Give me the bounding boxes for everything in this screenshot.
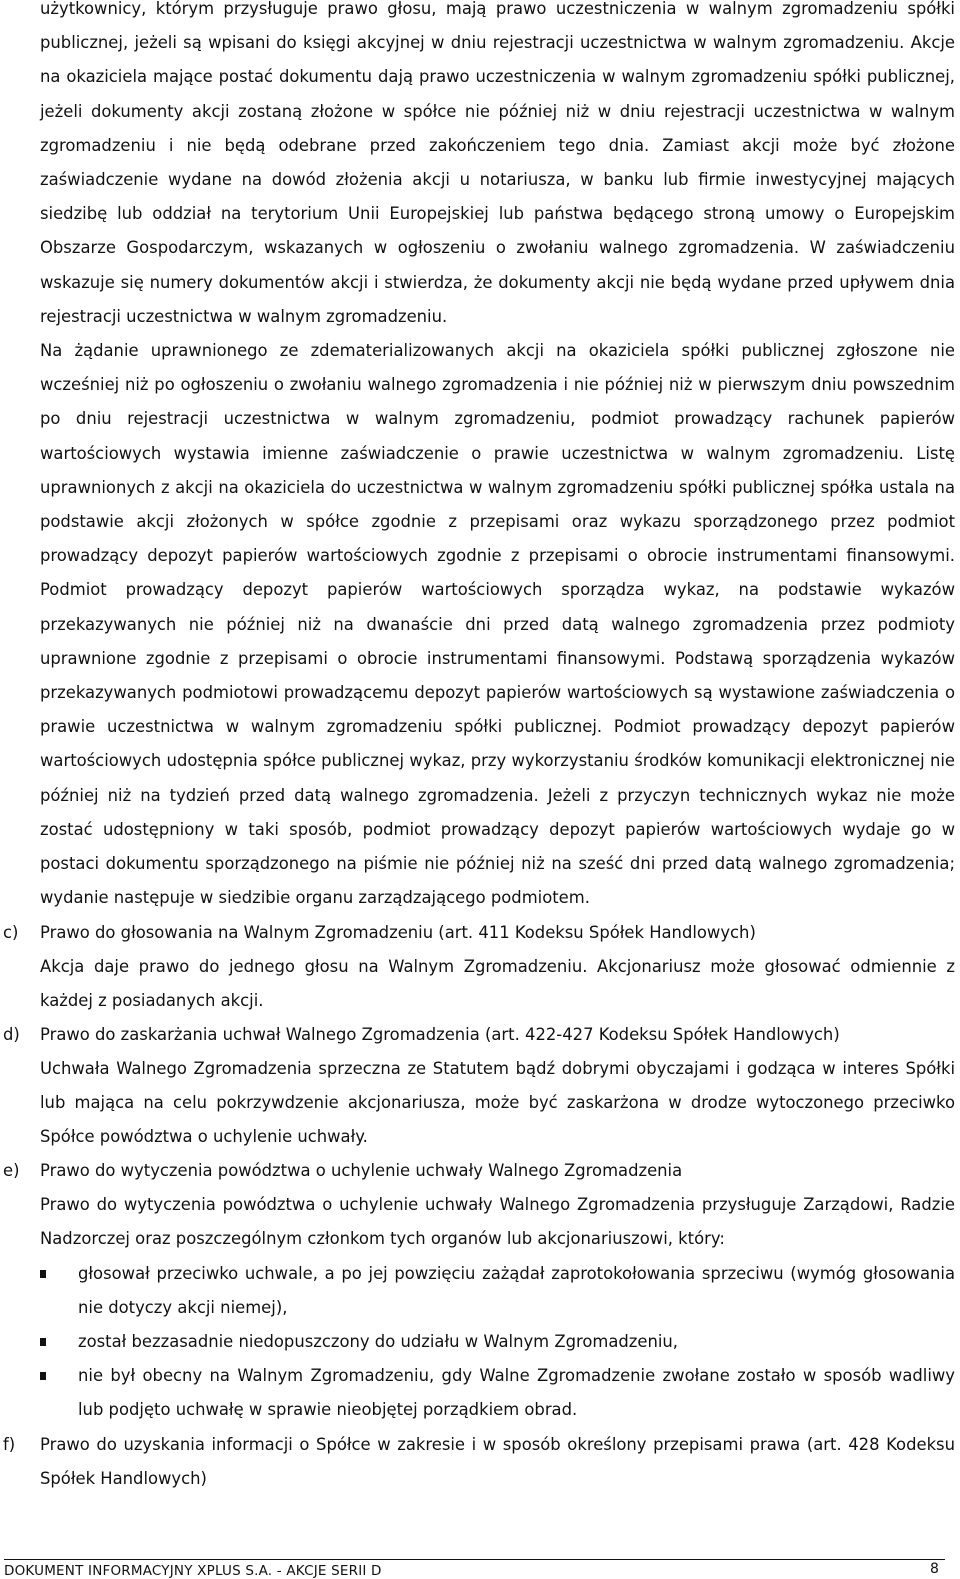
- square-bullet-icon: [40, 1270, 46, 1278]
- item-c-label: c): [3, 923, 19, 942]
- item-e-label: e): [3, 1161, 20, 1180]
- item-c-heading: Prawo do głosowania na Walnym Zgromadzeniu (art. 411 Kodeksu Spółek Handlowych): [40, 923, 756, 942]
- square-bullet-icon: [40, 1372, 46, 1380]
- item-d-text: Uchwała Walnego Zgromadzenia sprzeczna ze Statutem bądź dobrymi obyczajami i godząca w interes Spółki lub mająca na celu pokrzywdzenie akcjonariusza, może być zaskarżona w drodze wytoczonego przeciwko Spółce powództwa o uchylenie uchwały.: [40, 1059, 955, 1147]
- item-c-text: Akcja daje prawo do jednego głosu na Walnym Zgromadzeniu. Akcjonariusz może głosować odmiennie z każdej z posiadanych akcji.: [40, 957, 955, 1011]
- list-item-text: został bezzasadnie niedopuszczony do udziału w Walnym Zgromadzeniu,: [78, 1332, 679, 1351]
- footer-document-title: DOKUMENT INFORMACYJNY XPLUS S.A. - AKCJE SERII D: [4, 1563, 382, 1579]
- paragraph-voting-registration: użytkownicy, którym przysługuje prawo głosu, mają prawo uczestniczenia w walnym zgromadzeniu spółki publicznej, jeżeli są wpisani do księgi akcyjnej w dniu rejestracji uczestnictwa w walnym zgromadzeniu. Akcje na okaziciela mające postać dokumentu dają prawo uczestniczenia w walnym zgromadzeniu spółki publicznej, jeżeli dokumenty akcji zostaną złożone w spółce nie później niż w dniu rejestracji uczestnictwa w walnym zgromadzeniu i nie będą odebrane przed zakończeniem tego dnia. Zamiast akcji może być złożone zaświadczenie wydane na dowód złożenia akcji u notariusza, w banku lub firmie inwestycyjnej mających siedzibę lub oddział na terytorium Unii Europejskiej lub państwa będącego stroną umowy o Europejskim Obszarze Gospodarczym, wskazanych w ogłoszeniu o zwołaniu walnego zgromadzenia. W zaświadczeniu wskazuje się numery dokumentów akcji i stwierdza, że dokumenty akcji nie będą wydane przed upływem dnia rejestracji uczestnictwa w walnym zgromadzeniu.: [40, 0, 955, 326]
- list-item-text: nie był obecny na Walnym Zgromadzeniu, gdy Walne Zgromadzenie zwołane zostało w sposób wadliwy lub podjęto uchwałę w sprawie nieobjętej porządkiem obrad.: [78, 1366, 955, 1420]
- page-number: 8: [930, 1561, 939, 1577]
- paragraph-dematerialized-shares: Na żądanie uprawnionego ze zdematerializowanych akcji na okaziciela spółki publicznej zgłoszone nie wcześniej niż po ogłoszeniu o zwołaniu walnego zgromadzenia i nie później niż w pierwszym dniu powszednim po dniu rejestracji uczestnictwa w walnym zgromadzeniu, podmiot prowadzący rachunek papierów wartościowych wystawia imienne zaświadczenie o prawie uczestnictwa w walnym zgromadzeniu. Listę uprawnionych z akcji na okaziciela do uczestnictwa w walnym zgromadzeniu spółki publicznej spółka ustala na podstawie akcji złożonych w spółce zgodnie z przepisami oraz wykazu sporządzonego przez podmiot prowadzący depozyt papierów wartościowych zgodnie z przepisami o obrocie instrumentami finansowymi. Podmiot prowadzący depozyt papierów wartościowych sporządza wykaz, na podstawie wykazów przekazywanych nie później niż na dwanaście dni przed datą walnego zgromadzenia przez podmioty uprawnione zgodnie z przepisami o obrocie instrumentami finansowymi. Podstawą sporządzenia wykazów przekazywanych podmiotowi prowadzącemu depozyt papierów wartościowych są wystawione zaświadczenia o prawie uczestnictwa w walnym zgromadzeniu spółki publicznej. Podmiot prowadzący depozyt papierów wartościowych udostępnia spółce publicznej wykaz, przy wykorzystaniu środków komunikacji elektronicznej nie później niż na tydzień przed datą walnego zgromadzenia. Jeżeli z przyczyn technicznych wykaz nie może zostać udostępniony w taki sposób, podmiot prowadzący depozyt papierów wartościowych wydaje go w postaci dokumentu sporządzonego na piśmie nie później niż na sześć dni przed datą walnego zgromadzenia; wydanie następuje w siedzibie organu zarządzającego podmiotem.: [40, 341, 955, 908]
- list-item-text: głosował przeciwko uchwale, a po jej powzięciu zażądał zaprotokołowania sprzeciwu (wymóg głosowania nie dotyczy akcji niemej),: [78, 1264, 955, 1318]
- square-bullet-icon: [40, 1338, 46, 1346]
- item-d-label: d): [3, 1025, 20, 1044]
- item-d-heading: Prawo do zaskarżania uchwał Walnego Zgromadzenia (art. 422-427 Kodeksu Spółek Handlowych): [40, 1025, 840, 1044]
- item-f-heading: Prawo do uzyskania informacji o Spółce w zakresie i w sposób określony przepisami prawa (art. 428 Kodeksu Spółek Handlowych): [40, 1435, 955, 1489]
- item-e-text: Prawo do wytyczenia powództwa o uchylenie uchwały Walnego Zgromadzenia przysługuje Zarządowi, Radzie Nadzorczej oraz poszczególnym członkom tych organów lub akcjonariuszowi, który:: [40, 1195, 955, 1249]
- item-e-heading: Prawo do wytyczenia powództwa o uchylenie uchwały Walnego Zgromadzenia: [40, 1161, 683, 1180]
- footer-divider: [4, 1559, 945, 1560]
- item-f-label: f): [3, 1435, 16, 1454]
